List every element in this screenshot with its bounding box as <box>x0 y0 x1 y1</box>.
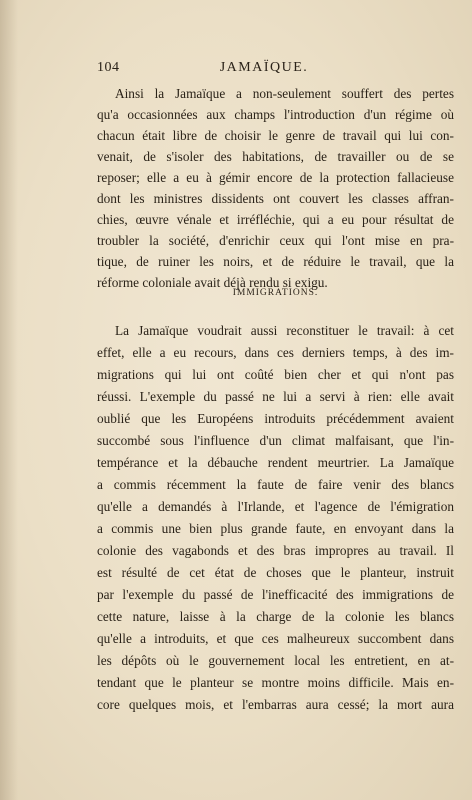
paragraph-2-line: réussi. L'exemple du passé ne lui a servi à rien: elle avait <box>97 389 454 404</box>
paragraph-1-line: troubler la société, d'enrichir ceux qui l'ont mise en pra- <box>97 233 454 248</box>
paragraph-1-line: réforme coloniale avait déjà rendu si exigu. <box>97 275 328 290</box>
running-title: JAMAÏQUE. <box>219 60 309 75</box>
spine-shadow <box>0 0 18 800</box>
paragraph-2-line: tendant que le planteur se montre moins difficile. Mais en- <box>97 675 454 690</box>
paragraph-1-line: chacun était libre de choisir le genre de travail qui lui con- <box>97 128 454 143</box>
paragraph-2-line: core quelques mois, et l'embarras aura cessé; la mort aura <box>97 697 454 712</box>
paragraph-2-line: a commis récemment la faute de faire venir des blancs <box>97 477 454 492</box>
paragraph-2-line: colonie des vagabonds et des bras impropres au travail. Il <box>97 543 454 558</box>
paragraph-2-line: par l'exemple du passé de l'inefficacité des immigrations de <box>97 587 454 602</box>
paragraph-2-line: qu'elle a demandés à l'Irlande, et l'agence de l'émigration <box>97 499 454 514</box>
paragraph-2-line: a commis une bien plus grande faute, en envoyant dans la <box>97 521 454 536</box>
paragraph-2-line: qu'elle a introduits, et que ces malheureux succombent dans <box>97 631 454 646</box>
paragraph-1-line: dont les ministres dissidents ont couvert les classes affran- <box>97 191 454 206</box>
paragraph-2-line: oublié que les Européens introduits précédemment avaient <box>97 411 454 426</box>
page-header <box>97 60 431 80</box>
paragraph-1-line: qu'a occasionnées aux champs l'introduction d'un régime où <box>97 107 454 122</box>
paragraph-1-line: chies, œuvre vénale et irréfléchie, qui a eu pour résultat de <box>97 212 454 227</box>
section-heading: IMMIGRATIONS. <box>232 288 319 298</box>
paragraph-1-line: venait, de s'isoler des habitations, de travailler ou de se <box>97 149 454 164</box>
paragraph-1-line: Ainsi la Jamaïque a non-seulement souffert des pertes <box>115 86 454 101</box>
paragraph-2-line: effet, elle a eu recours, dans ces derniers temps, à des im- <box>97 345 454 360</box>
paragraph-2-line: les dépôts où le gouvernement local les entretient, en at- <box>97 653 454 668</box>
paragraph-1-line: reposer; elle a eu à gémir encore de la protection fallacieuse <box>97 170 454 185</box>
page-number: 104 <box>97 60 120 75</box>
paragraph-1-line: tique, de ruiner les noirs, et de réduire le travail, que la <box>97 254 454 269</box>
paragraph-2-line: La Jamaïque voudrait aussi reconstituer le travail: à cet <box>115 323 454 338</box>
paragraph-2-line: tempérance et la débauche rendent meurtrier. La Jamaïque <box>97 455 454 470</box>
paragraph-2-line: cette nature, laisse à la charge de la colonie les blancs <box>97 609 454 624</box>
paragraph-2-line: succombé sous l'influence d'un climat malfaisant, que l'in- <box>97 433 454 448</box>
paragraph-2-line: migrations qui lui ont coûté bien cher et qui n'ont pas <box>97 367 454 382</box>
paragraph-2-line: est résulté de cet état de choses que le planteur, instruit <box>97 565 454 580</box>
